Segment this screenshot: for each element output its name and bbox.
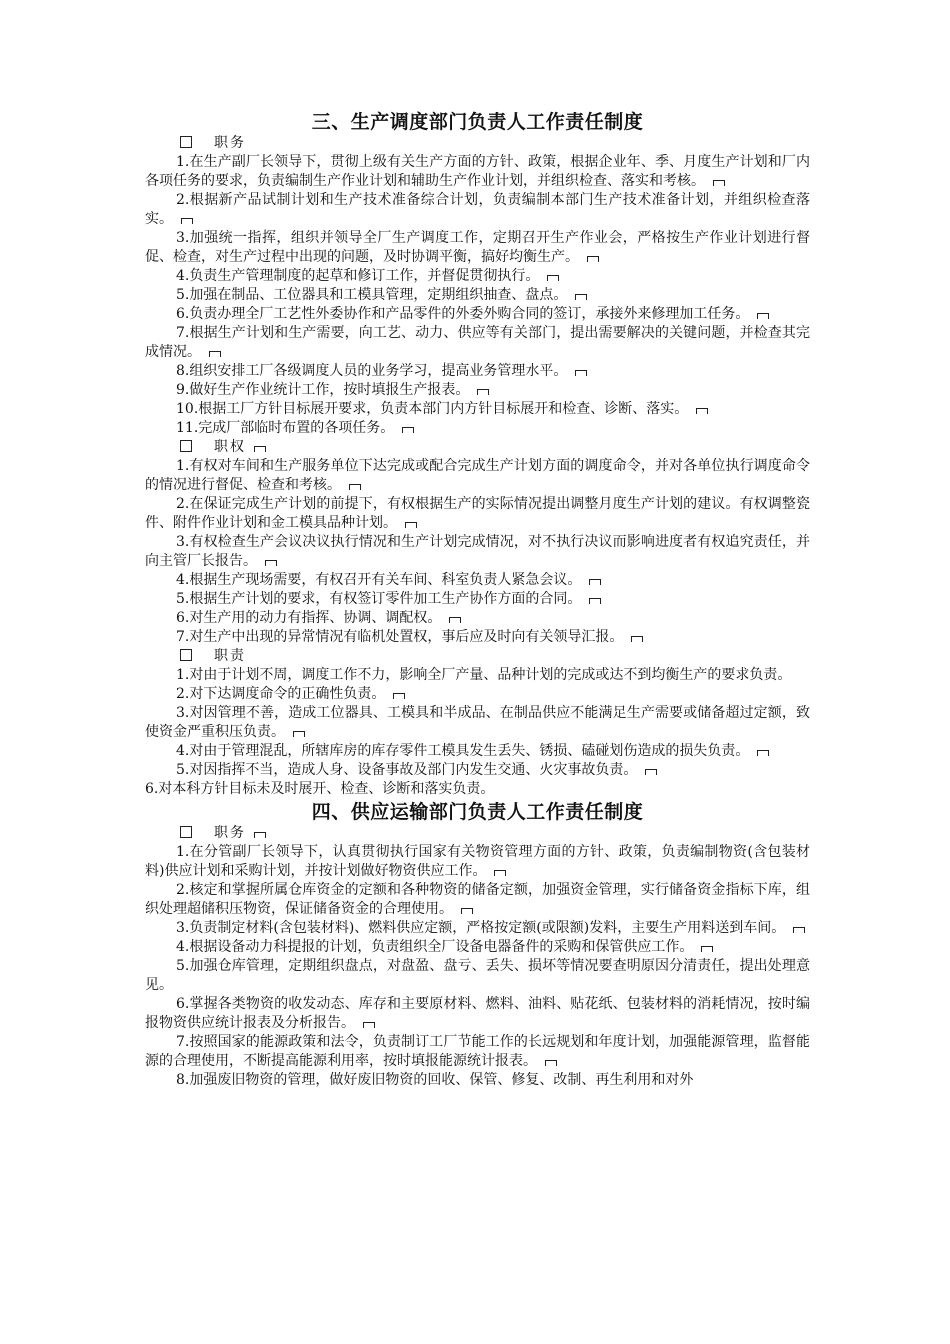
return-mark-icon [461,908,473,914]
return-mark-icon [587,256,599,262]
checkbox-square-icon [180,136,192,148]
paragraph: 3.对因管理不善，造成工位器具、工模具和半成品、在制品供应不能满足生产需要或储备超过定额，致使资金严重积压负责。 [145,705,810,740]
subheading-duties: 职务 [180,134,810,153]
paragraph: 4.对由于管理混乱，所辖库房的库存零件工模具发生丢失、锈损、磕碰划伤造成的损失负责。 [145,742,810,761]
return-mark-icon [631,636,643,642]
return-mark-icon [181,218,193,224]
return-mark-icon [254,832,266,838]
return-mark-icon [265,560,277,566]
paragraph: 5.加强在制品、工位器具和工模具管理，定期组织抽查、盘点。 [145,286,810,305]
checkbox-square-icon [180,826,192,838]
paragraph: 7.对生产中出现的异常情况有临机处置权，事后应及时向有关领导汇报。 [145,628,810,647]
paragraph: 5.加强仓库管理，定期组织盘点，对盘盈、盘亏、丢失、损坏等情况要查明原因分清责任，提出处理意见。 [145,958,810,993]
checkbox-square-icon [180,649,192,661]
return-mark-icon [701,946,713,952]
return-mark-icon [494,870,506,876]
paragraph: 5.根据生产计划的要求，有权签订零件加工生产协作方面的合同。 [145,590,810,609]
return-mark-icon [393,693,405,699]
paragraph: 3.负责制定材料(含包装材料)、燃料供应定额，严格按定额(或限额)发料，主要生产用料送到车间。 [145,919,810,938]
subheading-duties: 职务 [180,824,810,843]
paragraph: 7.按照国家的能源政策和法令，负责制订工厂节能工作的长远规划和年度计划，加强能源管理，监督能源的合理使用，不断提高能源利用率，按时填报能源统计报表。 [145,1034,810,1069]
return-mark-icon [545,1060,557,1066]
paragraph: 1.在生产副厂长领导下，贯彻上级有关生产方面的方针、政策，根据企业年、季、月度生产计划和厂内各项任务的要求，负责编制生产作业计划和辅助生产作业计划，并组织检查、落实和考核。 [145,154,810,189]
return-mark-icon [405,522,417,528]
paragraph: 4.根据设备动力科提报的计划，负责组织全厂设备电器备件的采购和保管供应工作。 [145,938,810,957]
return-mark-icon [293,731,305,737]
return-mark-icon [757,313,769,319]
return-mark-icon [349,484,361,490]
return-mark-icon [696,408,708,414]
paragraph: 2.对下达调度命令的正确性负责。 [145,685,810,704]
return-mark-icon [254,446,266,452]
paragraph: 3.有权检查生产会议决议执行情况和生产计划完成情况，对不执行决议而影响进度者有权追究责任，并向主管厂长报告。 [145,534,810,569]
return-mark-icon [645,769,657,775]
paragraph: 6.对生产用的动力有指挥、协调、调配权。 [145,609,810,628]
return-mark-icon [209,351,221,357]
paragraph: 10.根据工厂方针目标展开要求，负责本部门内方针目标展开和检查、诊断、落实。 [145,400,810,419]
paragraph: 5.对因指挥不当，造成人身、设备事故及部门内发生交通、火灾事故负责。 [145,761,810,780]
paragraph: 1.对由于计划不周，调度工作不力，影响全厂产量、品种计划的完成或达不到均衡生产的要求负责。 [176,667,792,683]
paragraph: 1.在分管副厂长领导下，认真贯彻执行国家有关物资管理方面的方针、政策，负责编制物资(含包装材料)供应计划和采购计划，并按计划做好物资供应工作。 [145,844,810,879]
paragraph: 6.掌握各类物资的收发动态、库存和主要原材料、燃料、油料、贴花纸、包装材料的消耗情况，按时编报物资供应统计报表及分析报告。 [145,996,810,1031]
paragraph: 4.根据生产现场需要，有权召开有关车间、科室负责人紧急会议。 [145,571,810,590]
document-body [145,110,810,1090]
return-mark-icon [589,579,601,585]
heading-section-4: 四、供应运输部门负责人工作责任制度 [311,801,644,823]
paragraph: 6.负责办理全厂工艺性外委协作和产品零件的外委外购合同的签订，承接外来修理加工任务。 [145,305,810,324]
paragraph: 8.加强废旧物资的管理，做好废旧物资的回收、保管、修复、改制、再生利用和对外 [176,1072,694,1088]
paragraph: 2.根据新产品试制计划和生产技术准备综合计划，负责编制本部门生产技术准备计划，并组织检查落实。 [145,192,810,227]
paragraph: 1.有权对车间和生产服务单位下达完成或配合完成生产计划方面的调度命令，并对各单位执行调度命令的情况进行督促、检查和考核。 [145,458,810,493]
paragraph: 8.组织安排工厂各级调度人员的业务学习，提高业务管理水平。 [145,362,810,381]
return-mark-icon [575,294,587,300]
paragraph: 6.对本科方针目标未及时展开、检查、诊断和落实负责。 [145,781,495,797]
checkbox-square-icon [180,440,192,452]
return-mark-icon [449,617,461,623]
return-mark-icon [757,750,769,756]
paragraph: 2.核定和掌握所属仓库资金的定额和各种物资的储备定额，加强资金管理，实行储备资金指标下库，组织处理超储积压物资，保证储备资金的合理使用。 [145,882,810,917]
paragraph: 2.在保证完成生产计划的前提下，有权根据生产的实际情况提出调整月度生产计划的建议。有权调整瓷件、附件作业计划和金工模具品种计划。 [145,496,810,531]
paragraph: 4.负责生产管理制度的起草和修订工作，并督促贯彻执行。 [145,267,810,286]
paragraph: 7.根据生产计划和生产需要，向工艺、动力、供应等有关部门，提出需要解决的关键问题，并检查其完成情况。 [145,325,810,360]
return-mark-icon [477,389,489,395]
return-mark-icon [547,275,559,281]
return-mark-icon [575,370,587,376]
subheading-responsibility: 职责 [180,647,810,666]
paragraph: 11.完成厂部临时布置的各项任务。 [145,419,810,438]
paragraph: 3.加强统一指挥，组织并领导全厂生产调度工作，定期召开生产作业会，严格按生产作业计划进行督促、检查，对生产过程中出现的问题，及时协调平衡，搞好均衡生产。 [145,230,810,265]
heading-section-3: 三、生产调度部门负责人工作责任制度 [311,111,644,133]
return-mark-icon [713,180,725,186]
return-mark-icon [589,598,601,604]
return-mark-icon [402,427,414,433]
return-mark-icon [363,1022,375,1028]
return-mark-icon [793,927,805,933]
paragraph: 9.做好生产作业统计工作，按时填报生产报表。 [145,381,810,400]
subheading-authority: 职权 [180,438,810,457]
